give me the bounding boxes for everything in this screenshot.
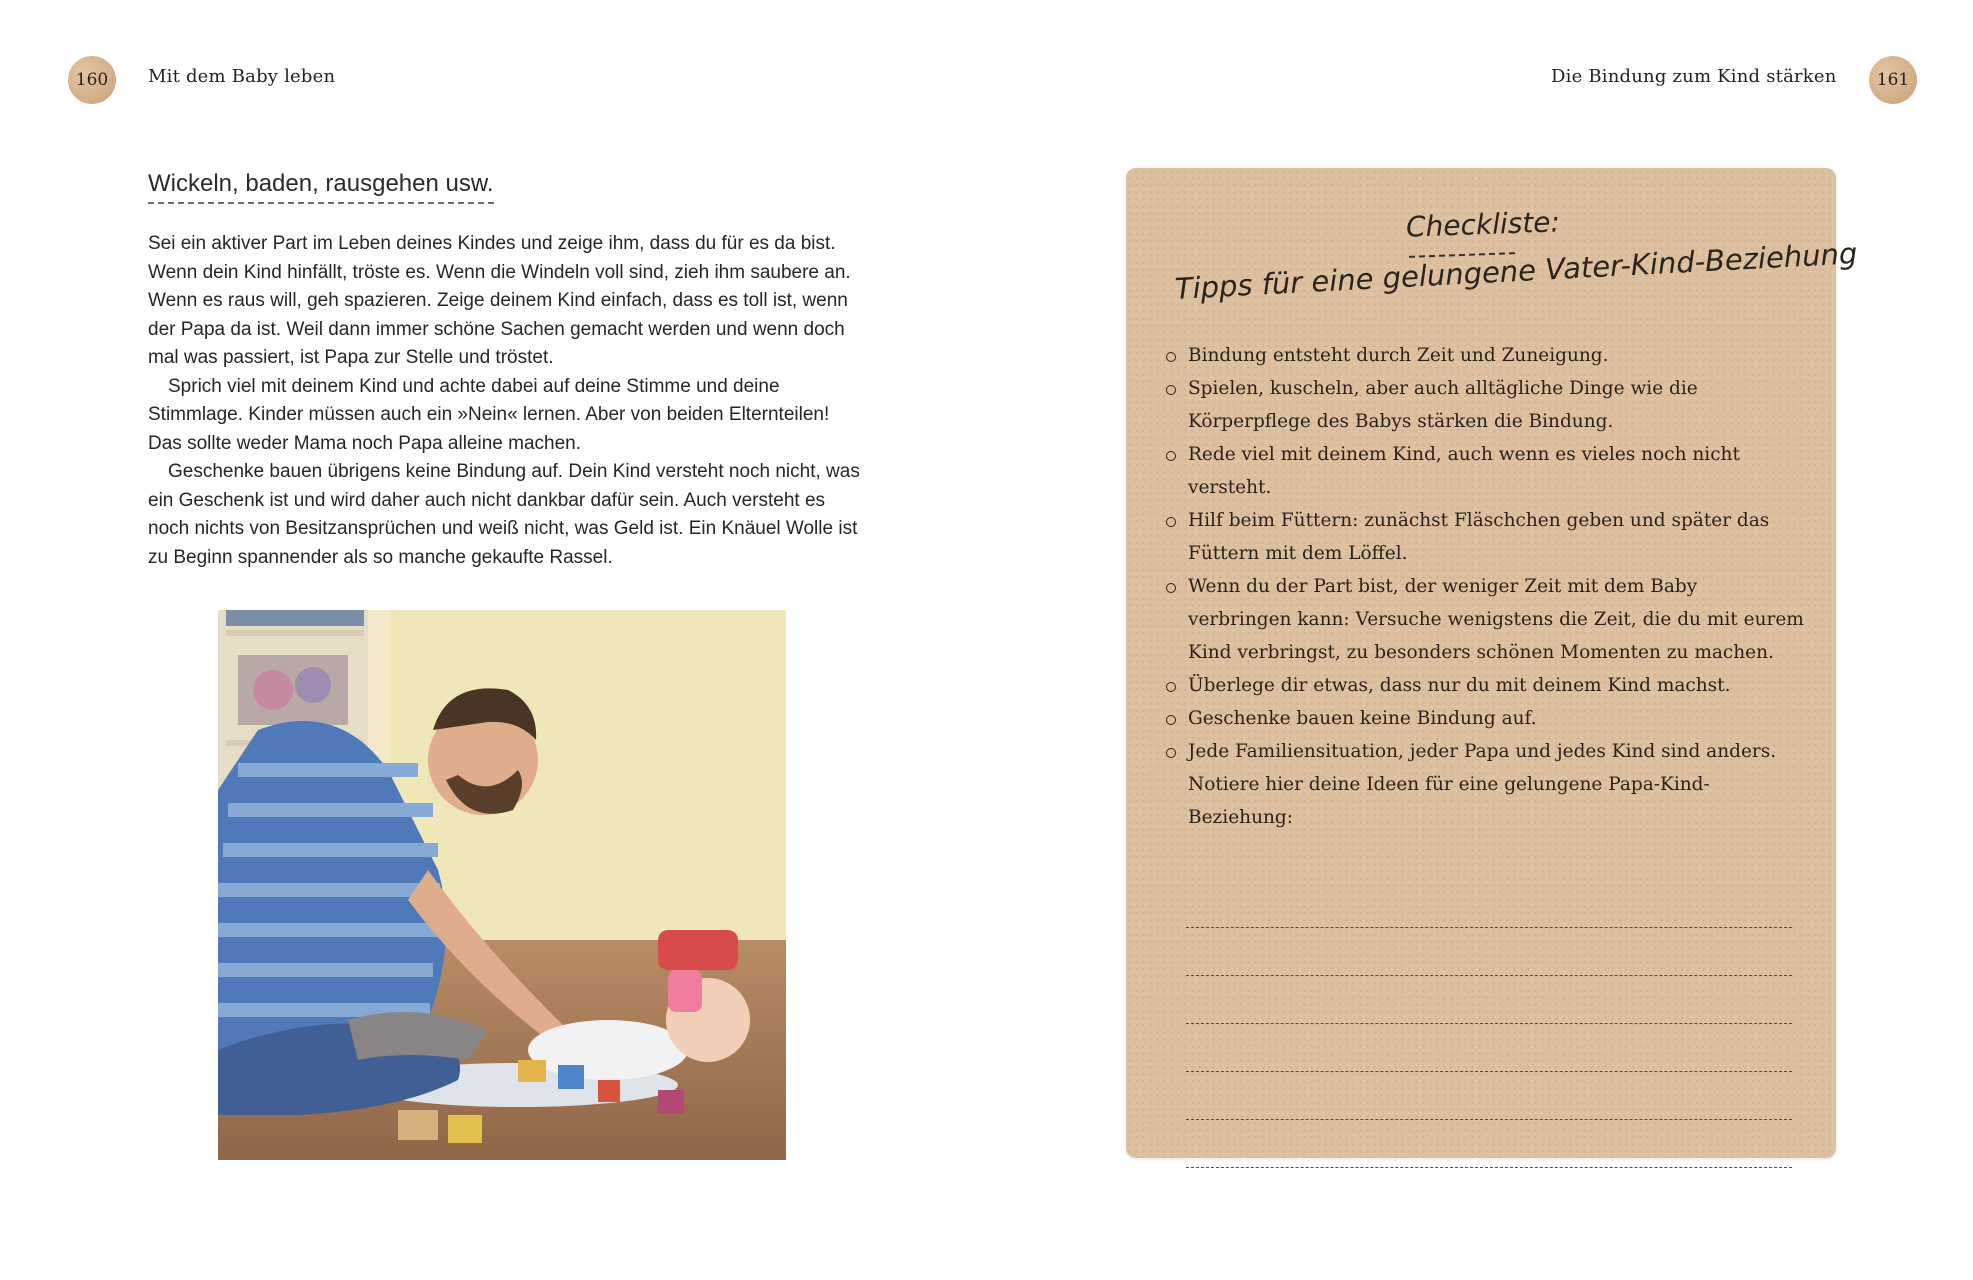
- list-item: [1166, 735, 1806, 834]
- note-line[interactable]: [1186, 1072, 1792, 1120]
- father-changing-baby-photo: [218, 610, 786, 1160]
- list-item: [1166, 702, 1806, 735]
- list-item-text: Überlege dir etwas, dass nur du mit deinem Kind machst.: [1188, 675, 1731, 696]
- list-item: [1166, 339, 1806, 372]
- circle-bullet-icon: [1166, 583, 1176, 593]
- list-item-text: Bindung entsteht durch Zeit und Zuneigung.: [1188, 345, 1609, 366]
- running-head-right: Die Bindung zum Kind stärken: [1551, 66, 1837, 87]
- note-line[interactable]: [1186, 880, 1792, 928]
- list-item-text: Spielen, kuscheln, aber auch alltägliche Dinge wie die Körperpflege des Babys stärken die Bindung.: [1188, 378, 1698, 432]
- note-line[interactable]: [1186, 928, 1792, 976]
- circle-bullet-icon: [1166, 385, 1176, 395]
- photo-illustration: [218, 610, 786, 1160]
- list-item-text: Hilf beim Füttern: zunächst Fläschchen geben und später das Füttern mit dem Löffel.: [1188, 510, 1770, 564]
- list-item-text: Geschenke bauen keine Bindung auf.: [1188, 708, 1537, 729]
- list-item-text: Jede Familiensituation, jeder Papa und jedes Kind sind anders. Notiere hier deine Ideen für eine gelungene Papa-Kind-Beziehung:: [1188, 741, 1777, 828]
- section-title: Wickeln, baden, rausgehen usw.: [148, 170, 494, 204]
- list-item: [1166, 438, 1806, 504]
- list-item-text: Wenn du der Part bist, der weniger Zeit mit dem Baby verbringen kann: Versuche wenigstens die Zeit, die du mit eurem Kind verbringst, zu besonders schönen Momenten zu machen.: [1188, 576, 1804, 663]
- list-item: [1166, 504, 1806, 570]
- list-item: [1166, 570, 1806, 669]
- note-line[interactable]: [1186, 976, 1792, 1024]
- note-lines: [1186, 880, 1792, 1168]
- list-item: [1166, 669, 1806, 702]
- running-head-left: Mit dem Baby leben: [148, 66, 336, 87]
- circle-bullet-icon: [1166, 682, 1176, 692]
- circle-bullet-icon: [1166, 748, 1176, 758]
- paragraph: Sei ein aktiver Part im Leben deines Kindes und zeige ihm, dass du für es da bist. Wenn dein Kind hinfällt, tröste es. Wenn die Windeln voll sind, zieh ihm saubere an. Wenn es raus will, geh spazieren. Zeige deinem Kind einfach, dass es toll ist, wenn der Papa da ist. Weil dann immer schöne Sachen gemacht werden und wenn doch mal was passiert, ist Papa zur Stelle und tröstet.: [148, 233, 851, 368]
- paragraph: Sprich viel mit deinem Kind und achte dabei auf deine Stimme und deine Stimmlage. Kinder müssen auch ein »Nein« lernen. Aber von beiden Elternteilen! Das sollte weder Mama noch Papa alleine machen.: [148, 375, 830, 454]
- circle-bullet-icon: [1166, 715, 1176, 725]
- checklist-card: [1126, 168, 1859, 1158]
- checklist-items: [1166, 339, 1806, 834]
- body-text: [148, 230, 863, 572]
- circle-bullet-icon: [1166, 352, 1176, 362]
- checklist-subheading: Tipps für eine gelungene Vater-Kind-Beziehung: [1174, 236, 1859, 306]
- page-number-right: 161: [1869, 56, 1917, 104]
- circle-bullet-icon: [1166, 517, 1176, 527]
- note-line[interactable]: [1186, 1120, 1792, 1168]
- note-line[interactable]: [1186, 1024, 1792, 1072]
- page-number-left: 160: [68, 56, 116, 104]
- checklist-heading: Checkliste:: [1405, 205, 1561, 244]
- circle-bullet-icon: [1166, 451, 1176, 461]
- list-item: [1166, 372, 1806, 438]
- list-item-text: Rede viel mit deinem Kind, auch wenn es vieles noch nicht versteht.: [1188, 444, 1740, 498]
- paragraph: Geschenke bauen übrigens keine Bindung auf. Dein Kind versteht noch nicht, was ein Geschenk ist und wird daher auch nicht dankbar dafür sein. Auch versteht es noch nichts von Besitzansprüchen und weiß nicht, was Geld ist. Ein Knäuel Wolle ist zu Beginn spannender als so manche gekaufte Rassel.: [148, 461, 860, 568]
